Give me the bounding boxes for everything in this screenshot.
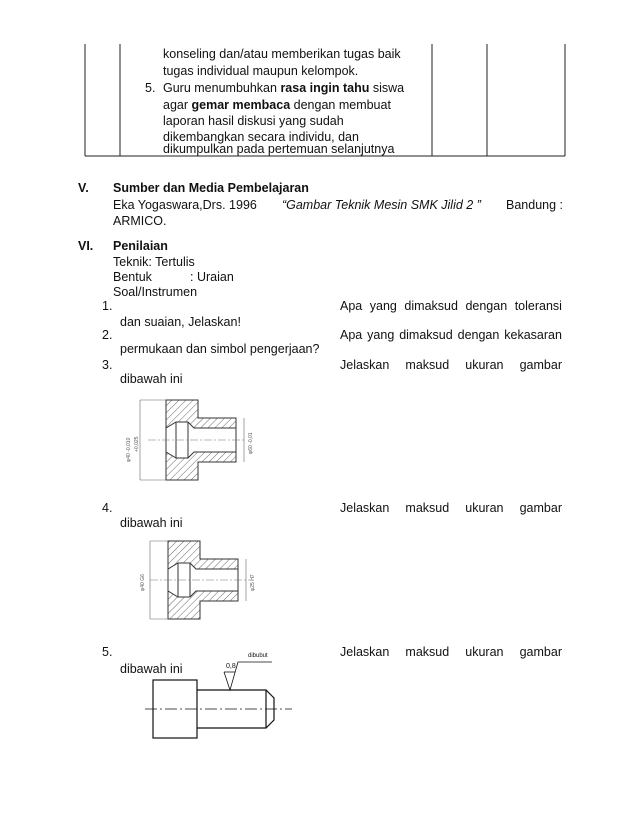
question-5-text: Jelaskan maksud ukuran gambar xyxy=(340,645,562,659)
reference-book-title: “Gambar Teknik Mesin SMK Jilid 2 ” xyxy=(281,198,481,212)
section-v-number: V. xyxy=(78,181,89,195)
table-line-4: laporan hasil diskusi yang sudah xyxy=(163,114,344,128)
roughness-value: 0,8 xyxy=(226,663,236,670)
question-2-number: 2. xyxy=(102,328,113,342)
question-3-continuation: dibawah ini xyxy=(120,372,183,386)
svg-text:φ25 H7: φ25 H7 xyxy=(250,574,256,591)
table-line-1: konseling dan/atau memberikan tugas baik xyxy=(163,47,401,61)
question-2-continuation: permukaan dan simbol pengerjaan? xyxy=(120,342,320,356)
svg-text:φ40 -0,010: φ40 -0,010 xyxy=(126,437,132,462)
question-5-number: 5. xyxy=(102,645,113,659)
question-5-continuation: dibawah ini xyxy=(120,662,183,676)
reference-city: Bandung : xyxy=(506,198,563,212)
question-3-number: 3. xyxy=(102,358,113,372)
section-vi-title: Penilaian xyxy=(113,239,168,253)
assessment-form-value: : Uraian xyxy=(190,270,234,284)
question-4-number: 4. xyxy=(102,501,113,515)
table-item-5-text: Guru menumbuhkan rasa ingin tahu siswa xyxy=(163,81,405,95)
section-v-reference xyxy=(113,197,563,213)
table-line-2: tugas individual maupun kelompok. xyxy=(163,64,359,78)
question-1-number: 1. xyxy=(102,299,113,313)
question-4-continuation: dibawah ini xyxy=(120,516,183,530)
assessment-technique: Teknik: Tertulis xyxy=(113,255,195,269)
table-line-3: agar gemar membaca dengan membuat xyxy=(163,98,391,112)
process-note: dibubut xyxy=(248,653,268,659)
figure-5-shaft-drawing xyxy=(140,650,300,745)
assessment-form-label: Bentuk xyxy=(113,270,152,284)
section-vi-number: VI. xyxy=(78,239,94,253)
question-1-text: Apa yang dimaksud dengan toleransi xyxy=(340,299,562,313)
section-v-title: Sumber dan Media Pembelajaran xyxy=(113,181,309,195)
reference-author: Eka Yogaswara,Drs. 1996 xyxy=(113,198,257,212)
reference-publisher: ARMICO. xyxy=(113,214,167,228)
instrument-label: Soal/Instrumen xyxy=(113,285,198,299)
svg-text:φ60 -0,01: φ60 -0,01 xyxy=(248,432,254,454)
table-item-5-number: 5. xyxy=(145,81,156,95)
figure-4-bushing-drawing xyxy=(128,533,258,628)
table-line-5: dikembangkan secara individu, dan xyxy=(163,130,359,144)
question-3-text: Jelaskan maksud ukuran gambar xyxy=(340,358,562,372)
figure-3-bushing-drawing xyxy=(118,390,258,490)
question-2-text: Apa yang dimaksud dengan kekasaran xyxy=(340,328,562,342)
svg-text:+0,025: +0,025 xyxy=(134,436,140,452)
svg-text:φ40 G6: φ40 G6 xyxy=(140,574,146,591)
table-line-6: dikumpulkan pada pertemuan selanjutnya xyxy=(163,142,395,156)
question-4-text: Jelaskan maksud ukuran gambar xyxy=(340,501,562,515)
question-1-continuation: dan suaian, Jelaskan! xyxy=(120,315,241,329)
